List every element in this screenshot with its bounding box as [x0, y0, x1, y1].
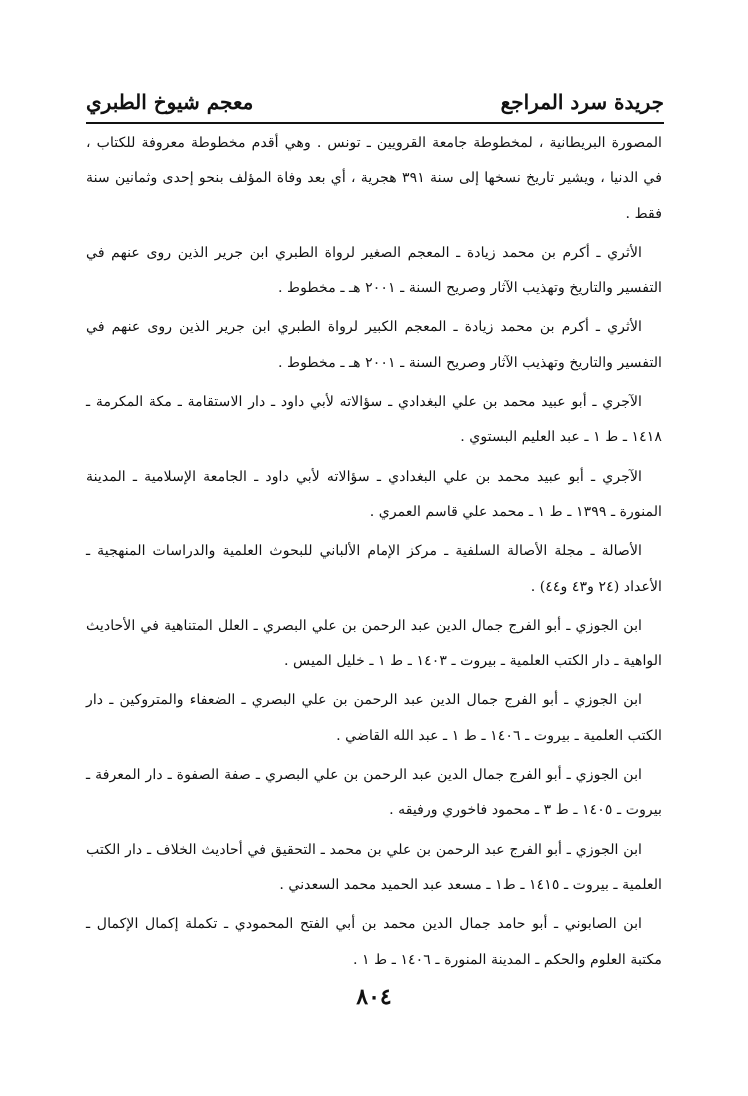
bibliography-entry: ابن الصابوني ـ أبو حامد جمال الدين محمد بن أبي الفتح المحمودي ـ تكملة إكمال الإكمال ـ مكتبة العلوم والحكم ـ المدينة المنورة ـ ١٤٠٦ ـ ط ١ . [86, 916, 662, 968]
bibliography-entry: المصورة البريطانية ، لمخطوطة جامعة القرويين ـ تونس . وهي أقدم مخطوطة معروفة للكتاب ، في الدنيا ، ويشير تاريخ نسخها إلى سنة ٣٩١ هجرية ، أي بعد وفاة المؤلف بنحو إحدى وثمانين سنة فقط . [86, 135, 662, 222]
page-number: ٨٠٤ [356, 984, 392, 1010]
running-header [86, 84, 664, 120]
bibliography-entry: الأثري ـ أكرم بن محمد زيادة ـ المعجم الصغير لرواة الطبري ابن جرير الذين روى عنهم في التفسير والتاريخ وتهذيب الآثار وصريح السنة ـ ٢٠٠١ هـ ـ مخطوط . [86, 244, 662, 297]
header-rule [86, 122, 664, 124]
bibliography-entry: الآجري ـ أبو عبيد محمد بن علي البغدادي ـ سؤالاته لأبي داود ـ دار الاستقامة ـ مكة المكرمة ـ ١٤١٨ ـ ط ١ ـ عبد العليم البستوي . [86, 394, 662, 446]
section-title: جريدة سرد المراجع [500, 90, 664, 114]
bibliography-entry: الآجري ـ أبو عبيد محمد بن علي البغدادي ـ سؤالاته لأبي داود ـ الجامعة الإسلامية ـ المدينة المنورة ـ ١٣٩٩ ـ ط ١ ـ محمد علي قاسم العمري . [86, 468, 662, 520]
bibliography-entry: ابن الجوزي ـ أبو الفرج عبد الرحمن بن علي بن محمد ـ التحقيق في أحاديث الخلاف ـ دار الكتب العلمية ـ بيروت ـ ١٤١٥ ـ ط١ ـ مسعد عبد الحميد محمد السعدني . [86, 841, 662, 893]
bibliography-entry: الأثري ـ أكرم بن محمد زيادة ـ المعجم الكبير لرواة الطبري ابن جرير الذين روى عنهم في التفسير والتاريخ وتهذيب الآثار وصريح السنة ـ ٢٠٠١ هـ ـ مخطوط . [86, 319, 662, 371]
bibliography-list [86, 126, 662, 982]
book-title: معجم شيوخ الطبري [86, 90, 254, 114]
bibliography-entry: ابن الجوزي ـ أبو الفرج جمال الدين عبد الرحمن بن علي البصري ـ الضعفاء والمتروكين ـ دار الكتب العلمية ـ بيروت ـ ١٤٠٦ ـ ط ١ ـ عبد الله القاضي . [86, 692, 662, 744]
bibliography-entry: الأصالة ـ مجلة الأصالة السلفية ـ مركز الإمام الألباني للبحوث العلمية والدراسات المنهجية ـ الأعداد (٢٤ و٤٣ و٤٤) . [86, 543, 662, 595]
bibliography-entry: ابن الجوزي ـ أبو الفرج جمال الدين عبد الرحمن بن علي البصري ـ صفة الصفوة ـ دار المعرفة ـ بيروت ـ ١٤٠٥ ـ ط ٣ ـ محمود فاخوري ورفيقه . [86, 767, 662, 819]
bibliography-entry: ابن الجوزي ـ أبو الفرج جمال الدين عبد الرحمن بن علي البصري ـ العلل المتناهية في الأحاديث الواهية ـ دار الكتب العلمية ـ بيروت ـ ١٤٠٣ ـ ط ١ ـ خليل الميس . [86, 617, 662, 670]
